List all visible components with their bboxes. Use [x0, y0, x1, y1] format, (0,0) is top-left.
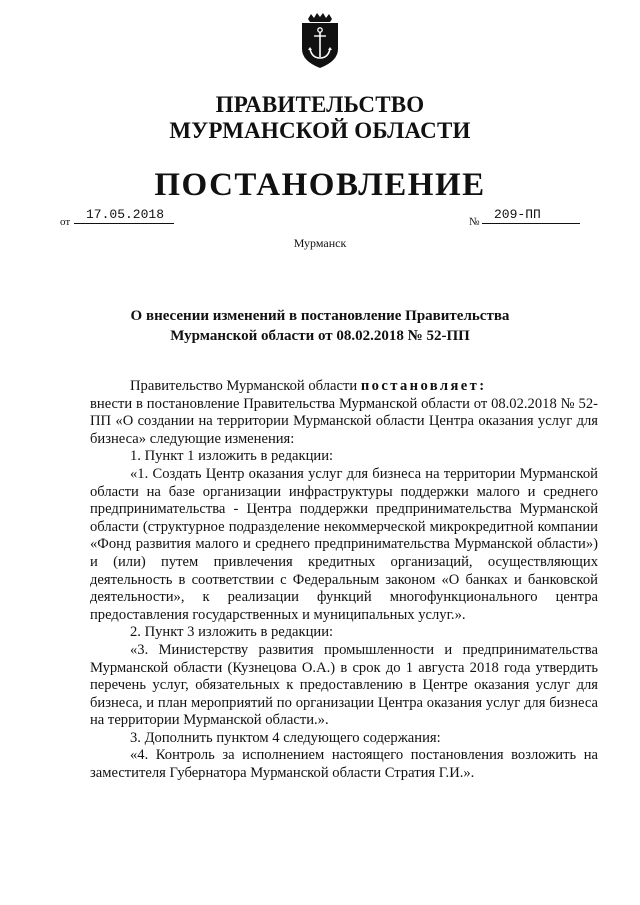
intro-paragraph: внести в постановление Правительства Мурманской области от 08.02.2018 № 52-ПП «О создании на территории Мурманской области Центра оказания услуг для бизнеса» следующие изменения: [90, 395, 598, 447]
date-number-row [0, 206, 640, 230]
city-name: Мурманск [293, 236, 347, 250]
item3-heading: 3. Дополнить пунктом 4 следующего содержания: [130, 729, 441, 746]
number-field: 209-ПП [482, 206, 580, 224]
date-field: 17.05.2018 [74, 206, 174, 224]
government-title-line1: ПРАВИТЕЛЬСТВО [215, 92, 425, 117]
item3-text: «4. Контроль за исполнением настоящего постановления возложить на заместителя Губернатора Мурманской области Стратия Г.И.». [90, 747, 598, 782]
number-label: № [469, 216, 480, 228]
item2-text: «3. Министерству развития промышленности и предпринимательства Мурманской области (Кузнецова О.А.) в срок до 1 августа 2018 года утвердить перечень услуг, обязательных к предоставлению в Центре оказания услуг для бизнеса, и план мероприятий по организации Центра оказания услуг для бизнеса на территории Мурманской области.». [90, 641, 598, 729]
document-type-title: ПОСТАНОВЛЕНИЕ [154, 167, 486, 203]
decree-word: постановляет: [360, 378, 487, 394]
preamble-start: Правительство Мурманской области [130, 378, 361, 394]
document-body [90, 378, 598, 783]
item2-heading: 2. Пункт 3 изложить в редакции: [130, 624, 334, 641]
preamble [90, 378, 598, 396]
coat-of-arms-icon [299, 13, 341, 69]
item1-text: «1. Создать Центр оказания услуг для бизнеса на территории Мурманской области на базе организации инфраструктуры поддержки малого и среднего предпринимательства - Центра поддержки предпринимательства Мурманской области (структурное подразделение некоммерческой микрокредитной компании «Фонд развития малого и среднего предпринимательства Мурманской области») и (или) путем привлечения кредитных организаций, осуществляющих деятельность в соответствии с Федеральным законом «О банках и банковской деятельности», к реализации функций многофункционального центра предоставления государственных и муниципальных услуг.». [90, 465, 598, 623]
document-subject: О внесении изменений в постановление Правительства Мурманской области от 08.02.2018 № 52-ПП [130, 308, 510, 344]
item1-heading: 1. Пункт 1 изложить в редакции: [130, 448, 334, 465]
date-label: от [60, 216, 71, 228]
government-title-line2: МУРМАНСКОЙ ОБЛАСТИ [169, 118, 471, 143]
